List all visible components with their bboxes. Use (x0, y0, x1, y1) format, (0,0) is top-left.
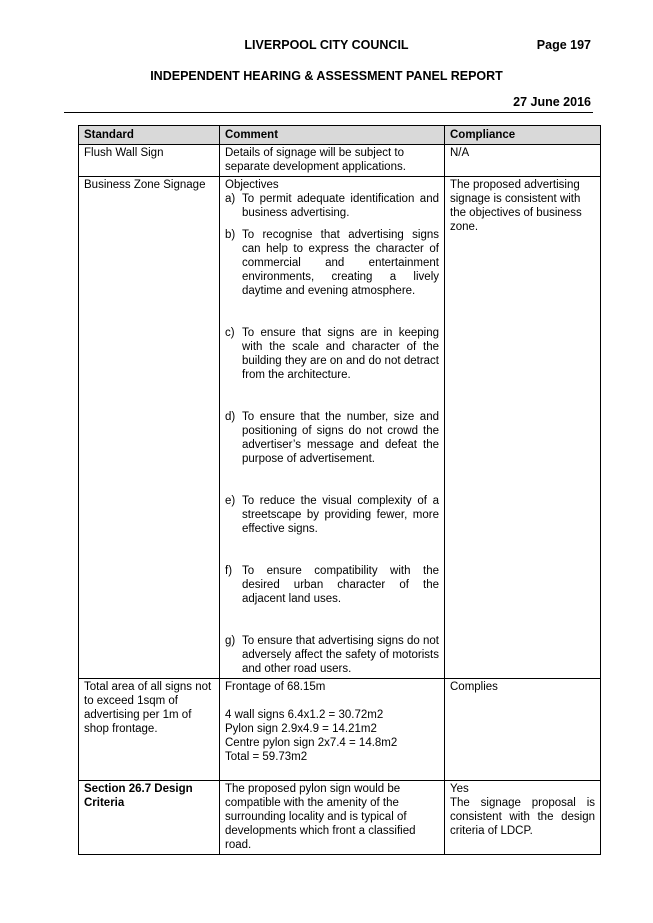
table-header-row (79, 126, 601, 145)
comment-cell (220, 177, 445, 679)
page-number: Page 197 (536, 38, 591, 52)
objective-item (225, 326, 439, 382)
objective-item (225, 564, 439, 606)
report-title: INDEPENDENT HEARING & ASSESSMENT PANEL REPORT (150, 69, 503, 83)
wall-signs-line: 4 wall signs 6.4x1.2 = 30.72m2 (225, 709, 384, 721)
objective-text: To ensure compatibility with the desired urban character of the adjacent land uses. (242, 565, 439, 605)
compliance-cell: The proposed advertising signage is consistent with the objectives of business zone. (445, 177, 601, 679)
table-row (79, 145, 601, 177)
objective-label: f) (225, 565, 233, 577)
frontage-line: Frontage of 68.15m (225, 681, 326, 693)
compliance-cell: Complies (445, 679, 601, 781)
centre-pylon-line: Centre pylon sign 2x7.4 = 14.8m2 (225, 737, 398, 749)
standard-cell: Flush Wall Sign (79, 145, 220, 177)
objective-text: To recognise that advertising signs can help to express the character of commercial and entertainment environments, creating a lively daytime and evening atmosphere. (242, 229, 439, 297)
standards-table (78, 125, 601, 855)
objective-label: g) (225, 635, 236, 647)
council-name: LIVERPOOL CITY COUNCIL (244, 38, 409, 52)
standard-cell: Section 26.7 Design Criteria (79, 781, 220, 855)
objective-text: To reduce the visual complexity of a streetscape by providing fewer, more effective signs. (242, 495, 439, 535)
comment-cell (220, 679, 445, 781)
objective-label: e) (225, 495, 236, 507)
standard-cell: Total area of all signs not to exceed 1sqm of advertising per 1m of shop frontage. (79, 679, 220, 781)
table-row (79, 679, 601, 781)
objective-text: To ensure that the number, size and positioning of signs do not crowd the advertiser’s message and defeat the purpose of advertisement. (242, 411, 439, 465)
compliance-cell (445, 781, 601, 855)
objective-label: a) (225, 193, 236, 205)
objective-item (225, 192, 439, 220)
objective-item (225, 494, 439, 536)
table-row (79, 177, 601, 679)
column-header-compliance: Compliance (445, 126, 601, 145)
compliance-yes: Yes (450, 783, 469, 795)
objective-item (225, 410, 439, 466)
objectives-heading: Objectives (225, 179, 279, 191)
table-row (79, 781, 601, 855)
standard-cell: Business Zone Signage (79, 177, 220, 679)
column-header-comment: Comment (220, 126, 445, 145)
objective-label: b) (225, 229, 236, 241)
objective-item (225, 634, 439, 676)
objective-label: d) (225, 411, 236, 423)
total-line: Total = 59.73m2 (225, 751, 308, 763)
compliance-cell: N/A (445, 145, 601, 177)
report-date: 27 June 2016 (513, 95, 591, 109)
objective-text: To ensure that advertising signs do not adversely affect the safety of motorists and other road users. (242, 635, 439, 675)
pylon-sign-line: Pylon sign 2.9x4.9 = 14.21m2 (225, 723, 377, 735)
objective-text: To ensure that signs are in keeping with the scale and character of the building they are on and do not detract from the architecture. (242, 327, 439, 381)
column-header-standard: Standard (79, 126, 220, 145)
comment-cell: The proposed pylon sign would be compatible with the amenity of the surrounding locality and is typical of developments which front a classified road. (220, 781, 445, 855)
objective-label: c) (225, 327, 235, 339)
comment-cell: Details of signage will be subject to separate development applications. (220, 145, 445, 177)
objective-text: To permit adequate identification and business advertising. (242, 193, 439, 219)
header-divider (64, 112, 593, 113)
objective-item (225, 228, 439, 298)
compliance-text: The signage proposal is consistent with the design criteria of LDCP. (450, 797, 595, 837)
